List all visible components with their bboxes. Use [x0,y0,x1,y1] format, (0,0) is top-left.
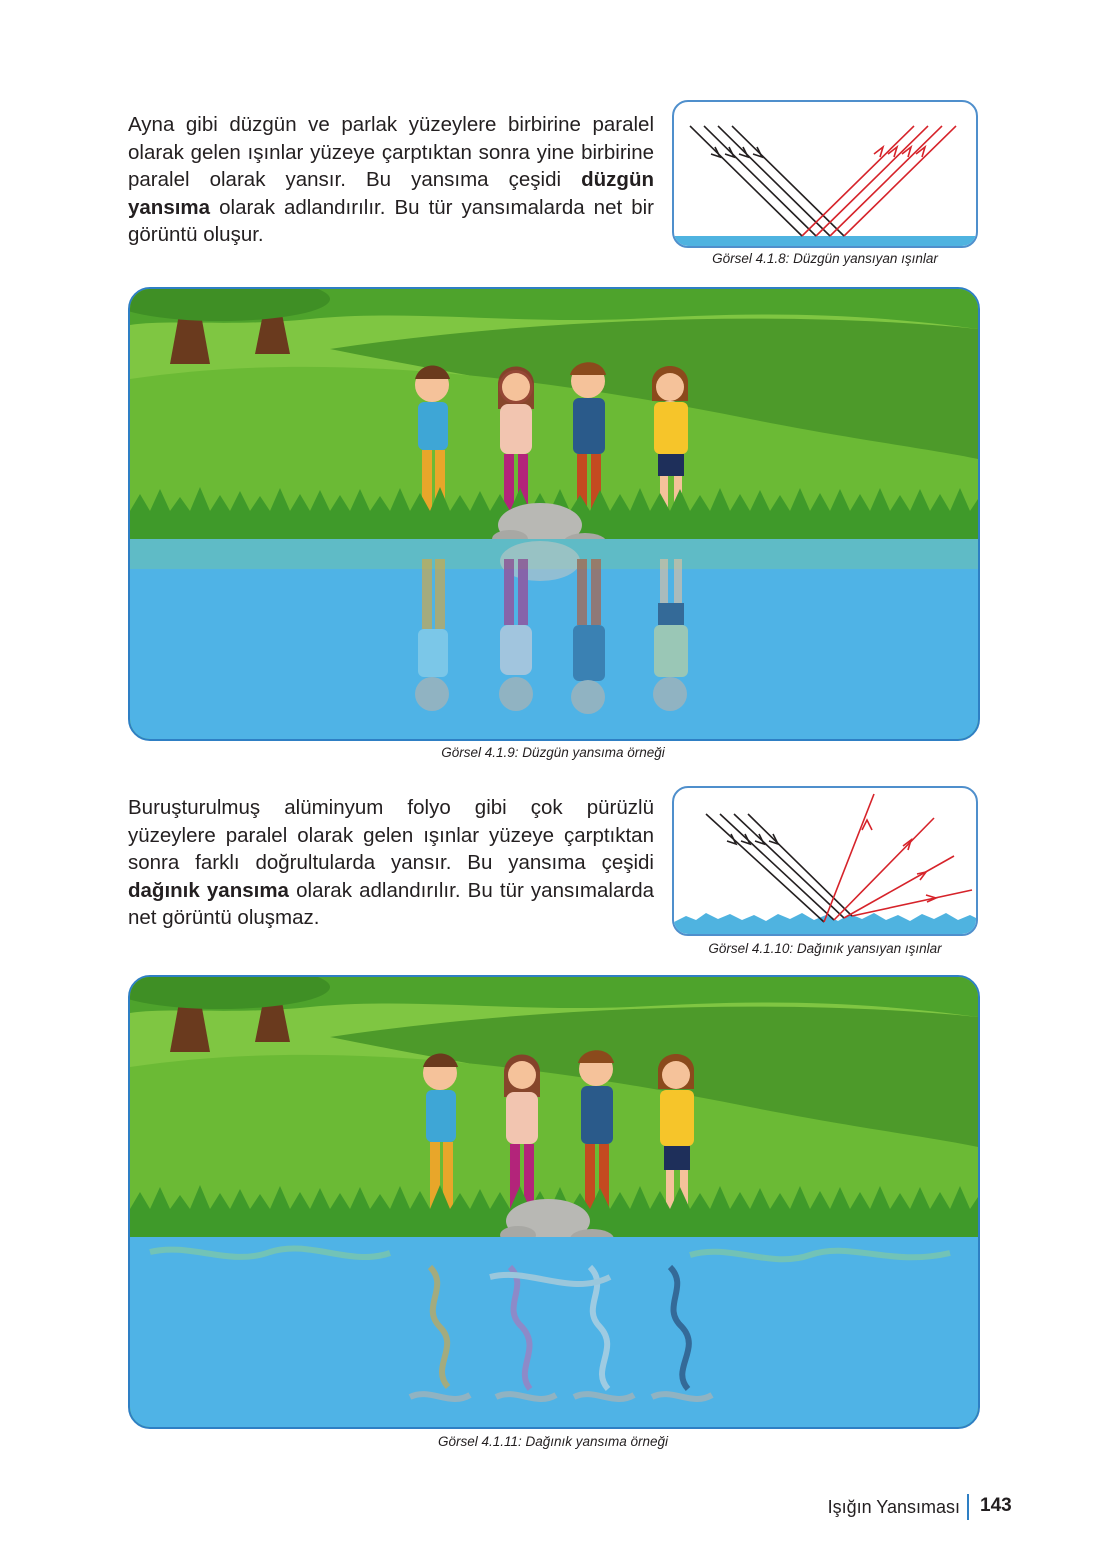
reflected-ray [844,126,956,236]
page-number: 143 [980,1495,1012,1516]
regular-reflection-diagram [672,100,978,248]
incident-ray [732,126,844,236]
reflected-ray [834,818,934,920]
reflected-ray [830,126,942,236]
term-regular-reflection: düzgün yansıma [128,168,654,219]
rough-surface [674,913,976,934]
diffuse-reflection-scene [128,975,980,1429]
incident-rays [690,126,844,236]
incident-ray [704,126,816,236]
arrow-icon [902,147,911,157]
regular-reflection-scene [128,287,980,741]
reflected-ray [816,126,928,236]
incident-ray [690,126,802,236]
reflected-rays [802,126,956,236]
incident-ray [718,126,830,236]
paragraph-regular-reflection [128,111,654,249]
figure-caption: Görsel 4.1.9: Düzgün yansıma örneği [441,745,665,760]
arrow-icon [916,147,925,157]
figure-caption: Görsel 4.1.10: Dağınık yansıyan ışınlar [708,941,942,956]
paragraph-text: olarak adlandırılır. Bu tür yansımalarda net bir görüntü oluşur. [128,195,654,246]
chapter-title: Işığın Yansıması [827,1497,960,1517]
paragraph-text: Buruşturulmuş alüminyum folyo gibi çok pürüzlü yüzeylere paralel olarak gelen ışınlar yüzeye çarptıktan sonra farklı doğrultularda yansır. Bu yansıma çeşidi [128,796,654,874]
footer-divider [967,1494,969,1520]
figure-caption: Görsel 4.1.8: Düzgün yansıyan ışınlar [712,251,938,266]
reflected-rays [824,794,972,922]
reflected-ray [844,856,954,918]
mirror-surface [674,236,976,246]
reflected-ray [824,794,874,922]
incident-ray [720,814,834,920]
paragraph-diffuse-reflection [128,794,654,932]
arrow-icon [888,147,897,157]
paragraph-text: olarak adlandırılır. Bu tür yansımalarda net görüntü oluşmaz. [128,878,654,929]
diffuse-reflection-diagram [672,786,978,936]
paragraph-text: Ayna gibi düzgün ve parlak yüzeylere birbirine paralel olarak gelen ışınlar yüzeye çarptıktan sonra yine birbirine paralel olarak yansır. Bu yansıma çeşidi [128,113,654,191]
term-diffuse-reflection: dağınık yansıma [128,878,289,902]
reflected-ray [802,126,914,236]
figure-caption: Görsel 4.1.11: Dağınık yansıma örneği [437,1434,669,1449]
incident-ray [734,814,844,918]
arrow-icon [874,147,883,157]
